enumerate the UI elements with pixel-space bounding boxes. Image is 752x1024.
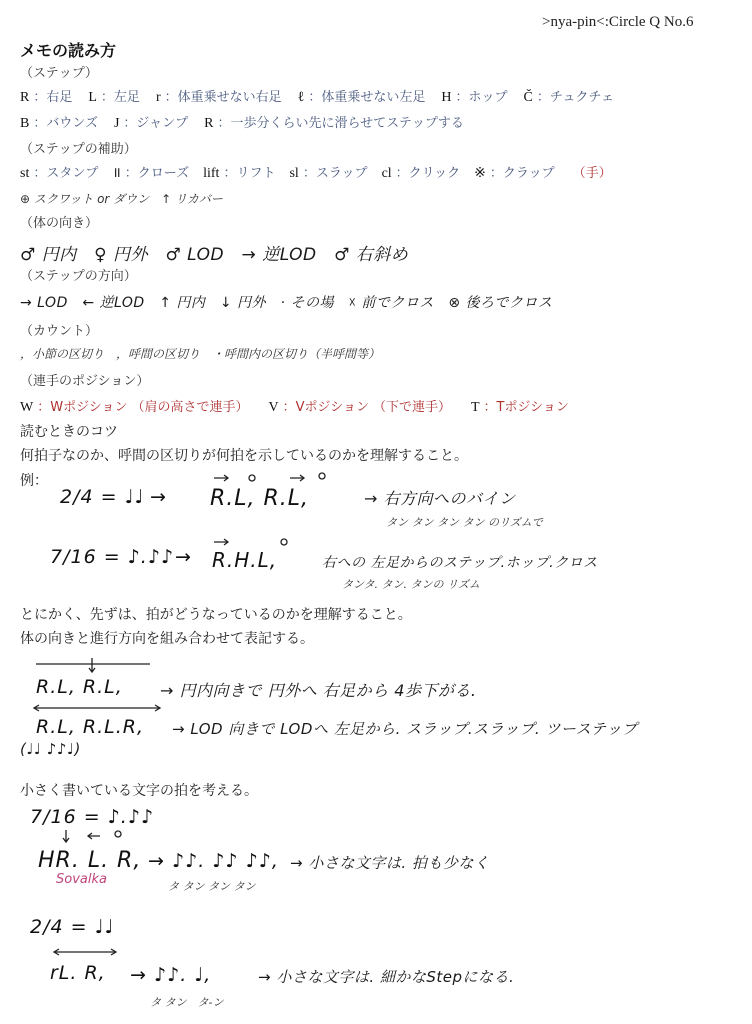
ex6-beats: → ♪♪. ♩,: [130, 964, 212, 986]
notation-key: B: [20, 116, 30, 131]
tips-line-2: とにかく、先ずは、拍がどうなっているのかを理解すること。: [20, 608, 412, 623]
notation-value: ：クリック: [395, 166, 461, 181]
notation-value: ：Vポジション: [282, 400, 369, 415]
notation-note: （下で連手）: [372, 400, 451, 415]
notation-key: R: [204, 116, 214, 131]
notation-key: r: [155, 90, 161, 105]
ex3-steps: R.L, R.L,: [36, 676, 123, 698]
notation-value: （手）: [572, 166, 612, 181]
notation-value: ：ホップ: [455, 90, 508, 105]
notation-key: R: [20, 90, 30, 105]
section-step-aux: （ステップの補助）: [20, 142, 137, 157]
notation-key: H: [441, 90, 452, 105]
ex5-beats: → ♪♪. ♪♪ ♪♪,: [148, 850, 279, 872]
notation-key: st: [20, 166, 30, 181]
notation-key: sl: [289, 166, 299, 181]
notation-value: ：バウンズ: [33, 116, 98, 131]
ex1-description: → 右方向へのバイン: [364, 489, 516, 508]
notation-key: lift: [203, 166, 220, 181]
notation-key: V: [268, 400, 279, 415]
notation-key: J: [113, 116, 120, 131]
ex2-arrow: →: [175, 546, 192, 568]
ex3-description: → 円内向きで 円外へ 右足から 4歩下がる.: [160, 681, 477, 700]
notation-value: ：ジャンプ: [123, 116, 189, 131]
ex5-meter: 7/16 = ♪.♪♪: [30, 806, 155, 828]
notation-value: ：Tポジション: [483, 400, 569, 415]
notation-value: ：Wポジション: [37, 400, 128, 415]
ex6-rhythm: タ タン タ-ン: [150, 996, 224, 1009]
ex1-rhythm: タン タン タン タン のリズムで: [386, 516, 543, 529]
notation-value: ：右足: [33, 90, 73, 105]
notation-value: ：一歩分くらい先に滑らせてステップする: [217, 116, 464, 131]
circle-header: >nya-pin<:Circle Q No.6: [542, 14, 694, 30]
ex6-description: → 小さな文字は. 細かなStepになる.: [258, 968, 515, 986]
ex5-pink-note: Sovalka: [56, 872, 107, 887]
ex2-description: 右への 左足からのステップ.ホップ.クロス: [322, 555, 598, 571]
ex4-steps: R.L, R.L.R,: [36, 716, 145, 738]
body-handwritten: ♂ 円内 ♀ 円外 ♂ LOD → 逆LOD ♂ 右斜め: [20, 245, 409, 265]
notation-key: L: [88, 90, 97, 105]
notation-value: ：クローズ: [124, 166, 190, 181]
ex5-rhythm: タ タン タン タン: [168, 880, 256, 893]
notation-note: （肩の高さで連手）: [131, 400, 249, 415]
notation-key: ※: [474, 166, 486, 181]
page-title: メモの読み方: [20, 41, 117, 60]
example-label: 例：: [20, 474, 48, 489]
notation-value: ：体重乗せない左足: [308, 90, 426, 105]
ex4-rhythm: (♩♩ ♪♪♩): [20, 740, 81, 758]
ex5-description: → 小さな文字は. 拍も少なく: [290, 854, 490, 872]
section-count: （カウント）: [20, 324, 99, 339]
section-body: （体の向き）: [20, 216, 99, 231]
ex5-steps: HR. L. R,: [38, 848, 142, 873]
tips-line-1: 何拍子なのか、呼間の区切りが何拍を示しているのかを理解すること。: [20, 449, 468, 464]
count-handwritten: ，小節の区切り ，呼間の区切り ・呼間内の区切り（半呼間等）: [20, 347, 381, 361]
ex2-steps: R.H.L,: [212, 548, 278, 572]
tips-heading: 読むときのコツ: [20, 425, 118, 440]
aux-handwritten: ⊕ スクワット or ダウン ↑ リカバー: [20, 192, 223, 206]
notation-key: T: [470, 400, 480, 415]
ex2-rhythm: タンタ. タン. タンの リズム: [342, 578, 480, 591]
ex6-steps: rL. R,: [50, 962, 106, 984]
ex2-meter: 7/16 = ♪.♪♪: [50, 546, 175, 568]
direction-handwritten: → LOD ← 逆LOD ↑ 円内 ↓ 円外 · その場 ☓ 前でクロス ⊗ 後ろでクロス: [20, 295, 553, 311]
tips-line-3: 体の向きと進行方向を組み合わせて表記する。: [20, 632, 314, 647]
notation-key: Č: [523, 90, 533, 105]
notation-key: ॥: [112, 166, 121, 181]
notation-key: cl: [381, 166, 392, 181]
notation-value: ：体重乗せない右足: [164, 90, 282, 105]
notation-value: ：左足: [100, 90, 140, 105]
notation-value: ：クラップ: [489, 166, 555, 181]
notation-key: ℓ: [297, 90, 305, 105]
section-step: （ステップ）: [20, 66, 98, 81]
notation-value: ：スラップ: [302, 166, 368, 181]
notation-value: ：リフト: [223, 166, 276, 181]
notation-value: ：スタンプ: [33, 166, 99, 181]
ex1-meter: 2/4 = ♩♩: [60, 486, 145, 508]
ex6-meter: 2/4 = ♩♩: [30, 916, 115, 938]
section-direction: （ステップの方向）: [20, 269, 137, 284]
notation-key: W: [20, 400, 34, 415]
ex1-arrow: →: [150, 486, 167, 508]
ex1-steps: R.L, R.L,: [210, 486, 310, 511]
ex4-description: → LOD 向きで LODへ 左足から. スラップ.スラップ. ツーステップ: [172, 720, 638, 738]
section-hold: （連手のポジション）: [20, 374, 150, 389]
tips-line-4: 小さく書いている文字の拍を考える。: [20, 784, 258, 799]
notation-value: ：チュクチェ: [536, 90, 615, 105]
